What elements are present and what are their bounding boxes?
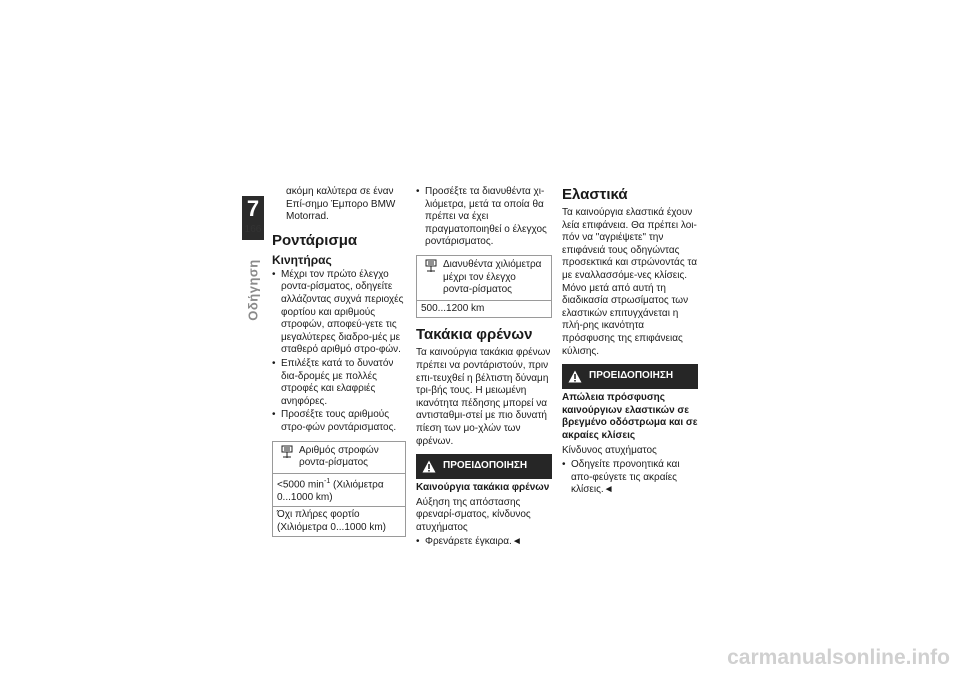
info-box-row: Όχι πλήρες φορτίο (Χιλιόμετρα 0...1000 km): [273, 506, 405, 536]
list-item: • Προσέξτε τους αριθμούς στρο-φών ροντάρισματος.: [272, 409, 406, 434]
brake-pads-text: Τα καινούργια τακάκια φρένων πρέπει να ροντάριστούν, πριν επι-τευχθεί η βέλτιστη δύναμη τρι-βής τους. Η μειωμένη ικανότητα πέδησης μπορεί να αντισταθμι-στεί με πιο δυνατή πίεση των μο-χλών των φρένων.: [416, 347, 551, 447]
mileage-info-box: [416, 255, 552, 318]
engine-bullets: [272, 269, 406, 435]
section-label: Οδήγηση: [245, 259, 261, 321]
tyres-text: Τα καινούργια ελαστικά έχουν λεία επιφάνεια. Θα πρέπει λοι-πόν να "αγριέψετε" την επιφάνειά τους οδηγώντας προσεκτικά και στρώνοντάς τα με εναλλασσόμε-νες κλίσεις. Μόνο μετά από αυτή τη διαδικασία στρωσίματος των ελαστικών επιτυγχάνεται η πλή-ρης ικανότητα πρόσφυσης της επιφάνειας κύλισης.: [562, 207, 698, 357]
heading-brake-pads: Τακάκια φρένων: [416, 326, 533, 344]
rpm-range: (Χιλιόμετρα 0...1000 km): [277, 479, 384, 503]
list-item: • Οδηγείτε προνοητικά και απο-φεύγετε τις ακραίες κλίσεις.◄: [562, 459, 698, 497]
rpm-value: <5000 min: [277, 479, 324, 491]
warning-triangle-icon: [568, 370, 582, 383]
gauge-icon: [281, 445, 293, 459]
warning-banner: [562, 364, 698, 389]
list-item: • Μέχρι τον πρώτο έλεγχο ροντα-ρίσματος, οδηγείτε αλλάζοντας συχνά περιοχές φορτίου και αριθμούς στροφών, αποφεύ-γετε τις μεγαλύτερες διαδρο-μές με σταθερό αριθμό στρο-φών.: [272, 269, 406, 357]
section-label-vertical: [244, 250, 262, 330]
warning-text: Κίνδυνος ατυχήματος: [562, 444, 657, 456]
info-box-title: Αριθμός στροφών ροντα-ρίσματος: [299, 444, 379, 469]
info-box-title: Διανυθέντα χιλιόμετρα μέχρι τον έλεγχο ροντα-ρίσματος: [443, 258, 542, 296]
info-box-head: [417, 256, 551, 300]
chapter-number: 7: [246, 196, 260, 221]
list-item: • Προσέξτε τα διανυθέντα χι-λιόμετρα, μετά τα οποία θα πρέπει να έχει πραγματοποιηθεί ο έλεγχος ροντάρισματος.: [416, 186, 552, 249]
warning-title: Καινούργια τακάκια φρένων: [416, 482, 550, 494]
list-item: • Φρενάρετε έγκαιρα.◄: [416, 536, 552, 549]
warning-title: Απώλεια πρόσφυσης καινούργιων ελαστικών σε βρεγμένο οδόστρωμα και σε ακραίες κλίσεις: [562, 392, 698, 441]
column-2: [416, 186, 552, 550]
page-number: 166: [244, 224, 262, 235]
heading-running-in: Ροντάρισμα: [272, 231, 358, 249]
heading-tyres: Ελαστικά: [562, 186, 628, 203]
column-3: [562, 186, 698, 498]
info-box-row: 500...1200 km: [417, 300, 551, 318]
subheading-engine: Κινητήρας: [272, 252, 332, 267]
warning-banner: [416, 454, 552, 479]
info-box-row: [273, 473, 405, 507]
gauge-icon: [425, 259, 437, 273]
warning-bullets: [562, 459, 698, 497]
rpm-unit-sup: -1: [323, 477, 331, 485]
warning-label: ΠΡΟΕΙΔΟΠΟΙΗΣΗ: [589, 370, 674, 382]
list-item: • Επιλέξτε κατά το δυνατόν δια-δρομές με πολλές στροφές και ελαφριές ανηφόρες.: [272, 358, 406, 408]
intro-text: ακόμη καλύτερα σε έναν Επί-σημο Έμπορο BMW Motorrad.: [286, 186, 396, 223]
warning-label: ΠΡΟΕΙΔΟΠΟΙΗΣΗ: [443, 460, 528, 472]
info-box-head: [273, 442, 405, 473]
warning-triangle-icon: [422, 460, 436, 473]
column-1: [272, 186, 406, 539]
rpm-info-box: [272, 441, 406, 538]
warning-text: Αύξηση της απόστασης φρεναρί-σματος, κίνδυνος ατυχήματος: [416, 496, 531, 533]
watermark: carmanualsonline.info: [727, 646, 950, 669]
mileage-bullets: [416, 186, 552, 249]
warning-bullets: [416, 536, 552, 549]
